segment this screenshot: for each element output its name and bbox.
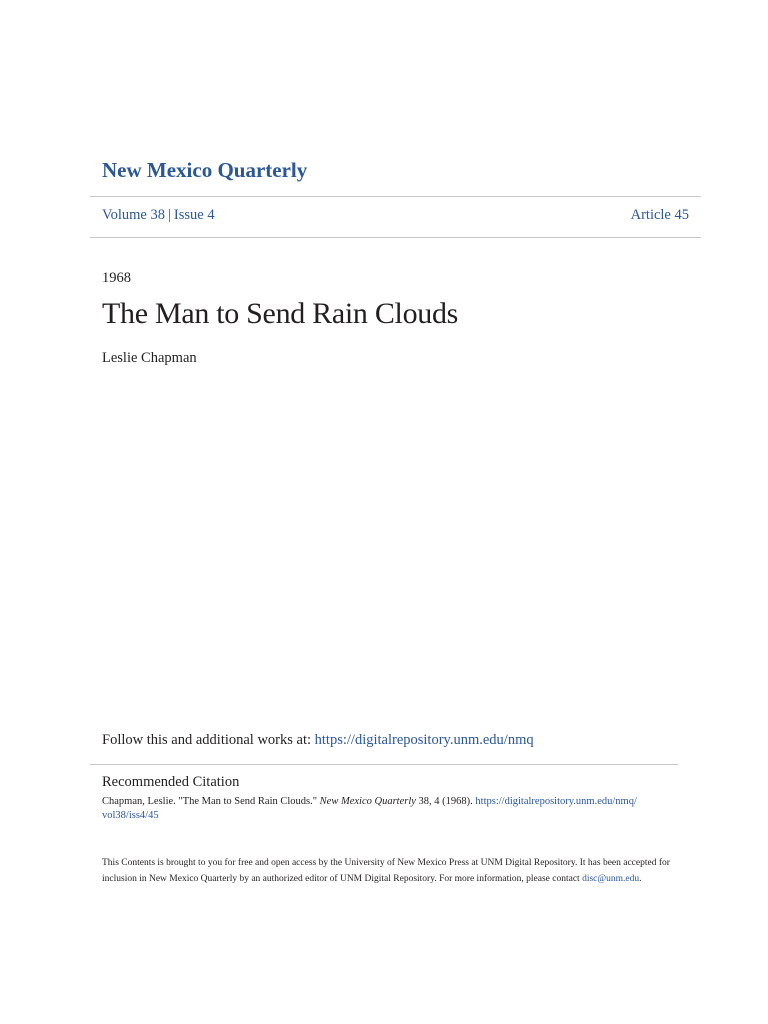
- access-notice: [102, 855, 682, 887]
- article-title: The Man to Send Rain Clouds: [102, 297, 459, 330]
- notice-end: .: [639, 874, 642, 884]
- issue-link[interactable]: Issue 4: [173, 207, 215, 223]
- repository-link[interactable]: https://digitalrepository.unm.edu/nmq: [314, 732, 534, 748]
- notice-text: This Contents is brought to you for free and open access by the University of New Mexico Press at UNM Digital Repository. It has been accepted for inclusion in New Mexico Quarterly by an authorized editor of UNM Digital Repository. For more information, please contact: [102, 858, 670, 884]
- recommended-citation-heading: Recommended Citation: [102, 774, 240, 790]
- citation-text: [102, 795, 662, 823]
- citation-text-post: 38, 4 (1968).: [415, 796, 476, 807]
- citation-link-part2[interactable]: vol38/iss4/45: [102, 810, 159, 821]
- citation-journal: New Mexico Quarterly: [319, 796, 416, 807]
- follow-line: [102, 732, 534, 749]
- citation-link-part1[interactable]: https://digitalrepository.unm.edu/nmq/: [475, 796, 637, 807]
- article-number-link[interactable]: Article 45: [630, 207, 689, 223]
- volume-link[interactable]: Volume 38: [102, 207, 165, 223]
- top-divider: [90, 196, 701, 197]
- follow-text: Follow this and additional works at:: [102, 732, 315, 748]
- publication-year: 1968: [102, 270, 131, 286]
- volume-issue-separator: |: [167, 207, 171, 223]
- contact-email-link[interactable]: disc@unm.edu: [582, 874, 640, 884]
- article-author: Leslie Chapman: [102, 350, 197, 366]
- citation-divider: [90, 764, 678, 765]
- issue-divider: [90, 237, 701, 238]
- citation-text-pre: Chapman, Leslie. "The Man to Send Rain Clouds.": [102, 796, 320, 807]
- volume-issue-links: [102, 207, 215, 224]
- journal-title-link[interactable]: New Mexico Quarterly: [102, 158, 308, 182]
